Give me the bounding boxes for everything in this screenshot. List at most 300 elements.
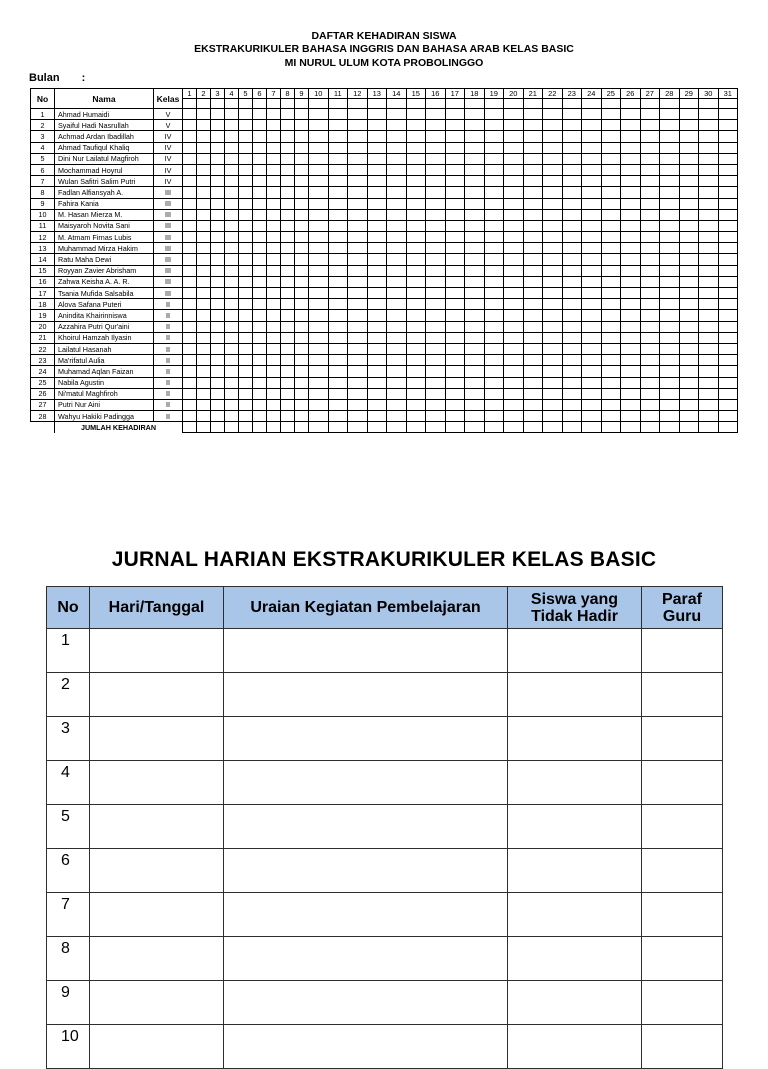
attendance-cell: [348, 411, 368, 422]
attendance-cell: [367, 343, 387, 354]
attendance-cell: [253, 276, 267, 287]
attendance-cell: [367, 377, 387, 388]
attendance-cell: [281, 377, 295, 388]
attendance-cell: [225, 310, 239, 321]
journal-activity-cell: [224, 717, 508, 761]
attendance-cell: [465, 120, 485, 131]
attendance-cell: [426, 299, 446, 310]
attendance-cell: [367, 310, 387, 321]
attendance-cell: [225, 209, 239, 220]
attendance-cell: [309, 243, 329, 254]
attendance-cell: [328, 142, 348, 153]
school-name: MI NURUL ULUM KOTA PROBOLINGGO: [284, 57, 484, 69]
attendance-cell: [621, 288, 641, 299]
attendance-cell: [679, 265, 699, 276]
attendance-cell: [253, 109, 267, 120]
attendance-cell: [601, 142, 621, 153]
attendance-cell: [621, 388, 641, 399]
attendance-cell: [523, 109, 543, 120]
day-header: 25: [601, 89, 621, 99]
attendance-cell: [281, 310, 295, 321]
attendance-cell: [562, 142, 582, 153]
day-header: 26: [621, 89, 641, 99]
attendance-cell: [295, 366, 309, 377]
attendance-cell: [253, 164, 267, 175]
journal-row-number: 8: [47, 937, 90, 981]
attendance-cell: [582, 355, 602, 366]
attendance-cell: [387, 355, 407, 366]
journal-row: [47, 849, 723, 893]
attendance-cell: [582, 366, 602, 377]
attendance-cell: [406, 131, 426, 142]
attendance-cell: [640, 232, 660, 243]
attendance-cell: [328, 299, 348, 310]
attendance-cell: [601, 321, 621, 332]
student-row: [31, 142, 738, 153]
attendance-cell: [309, 265, 329, 276]
attendance-cell: [225, 399, 239, 410]
attendance-cell: [348, 232, 368, 243]
student-no: 23: [31, 355, 55, 366]
attendance-cell: [225, 299, 239, 310]
attendance-cell: [367, 142, 387, 153]
attendance-cell: [348, 164, 368, 175]
student-row: [31, 399, 738, 410]
attendance-cell: [679, 399, 699, 410]
total-cell: [660, 422, 680, 433]
attendance-cell: [387, 411, 407, 422]
attendance-cell: [718, 299, 738, 310]
attendance-cell: [367, 388, 387, 399]
attendance-cell: [225, 164, 239, 175]
student-row: [31, 176, 738, 187]
attendance-cell: [679, 343, 699, 354]
total-cell: [197, 422, 211, 433]
attendance-cell: [197, 355, 211, 366]
attendance-cell: [601, 288, 621, 299]
attendance-cell: [582, 120, 602, 131]
attendance-cell: [504, 142, 524, 153]
journal-date-cell: [90, 1025, 224, 1069]
journal-row-number: 2: [47, 673, 90, 717]
attendance-cell: [183, 377, 197, 388]
attendance-cell: [543, 355, 563, 366]
day-header: 15: [406, 89, 426, 99]
student-no: 1: [31, 109, 55, 120]
student-no: 16: [31, 276, 55, 287]
journal-activity-cell: [224, 629, 508, 673]
attendance-cell: [367, 411, 387, 422]
attendance-cell: [253, 321, 267, 332]
student-row: [31, 153, 738, 164]
attendance-cell: [367, 399, 387, 410]
attendance-cell: [699, 276, 719, 287]
student-name: Ma'rifatul Aulia: [55, 355, 154, 366]
attendance-title: DAFTAR KEHADIRAN SISWA: [311, 30, 457, 42]
attendance-cell: [211, 243, 225, 254]
attendance-cell: [582, 276, 602, 287]
student-row: [31, 164, 738, 175]
attendance-cell: [660, 243, 680, 254]
journal-row: [47, 673, 723, 717]
day-header: 20: [504, 89, 524, 99]
total-cell: [484, 422, 504, 433]
attendance-cell: [367, 109, 387, 120]
attendance-cell: [640, 355, 660, 366]
attendance-cell: [239, 332, 253, 343]
attendance-cell: [543, 176, 563, 187]
attendance-cell: [183, 299, 197, 310]
attendance-cell: [426, 276, 446, 287]
attendance-cell: [679, 411, 699, 422]
attendance-cell: [281, 411, 295, 422]
attendance-cell: [660, 343, 680, 354]
attendance-cell: [601, 310, 621, 321]
attendance-cell: [582, 142, 602, 153]
attendance-cell: [367, 164, 387, 175]
attendance-cell: [426, 198, 446, 209]
total-blank-cell: [31, 422, 55, 433]
attendance-cell: [328, 310, 348, 321]
student-no: 5: [31, 153, 55, 164]
day-subheader-cell: [225, 99, 239, 109]
attendance-cell: [504, 187, 524, 198]
attendance-cell: [211, 209, 225, 220]
attendance-cell: [543, 254, 563, 265]
journal-activity-cell: [224, 805, 508, 849]
student-no: 25: [31, 377, 55, 388]
attendance-cell: [309, 120, 329, 131]
day-subheader-cell: [348, 99, 368, 109]
attendance-cell: [679, 176, 699, 187]
attendance-cell: [183, 366, 197, 377]
student-name: Ahmad Humaidi: [55, 109, 154, 120]
attendance-cell: [523, 321, 543, 332]
attendance-cell: [253, 265, 267, 276]
student-name: Fahira Kania: [55, 198, 154, 209]
attendance-cell: [225, 321, 239, 332]
day-header: 27: [640, 89, 660, 99]
attendance-cell: [465, 399, 485, 410]
day-subheader-cell: [465, 99, 485, 109]
attendance-cell: [211, 198, 225, 209]
attendance-cell: [267, 254, 281, 265]
attendance-cell: [309, 332, 329, 343]
day-header: 1: [183, 89, 197, 99]
attendance-cell: [183, 220, 197, 231]
attendance-cell: [367, 243, 387, 254]
attendance-cell: [309, 209, 329, 220]
attendance-cell: [523, 232, 543, 243]
attendance-cell: [406, 321, 426, 332]
attendance-cell: [295, 310, 309, 321]
attendance-cell: [582, 198, 602, 209]
attendance-cell: [582, 164, 602, 175]
attendance-cell: [426, 142, 446, 153]
attendance-cell: [465, 299, 485, 310]
attendance-cell: [328, 176, 348, 187]
journal-absent-cell: [508, 805, 642, 849]
attendance-cell: [445, 153, 465, 164]
student-name: Maisyaroh Novita Sani: [55, 220, 154, 231]
attendance-cell: [197, 299, 211, 310]
attendance-cell: [640, 120, 660, 131]
attendance-cell: [328, 164, 348, 175]
attendance-cell: [504, 220, 524, 231]
attendance-cell: [426, 209, 446, 220]
attendance-cell: [543, 388, 563, 399]
attendance-cell: [582, 310, 602, 321]
day-header: 19: [484, 89, 504, 99]
attendance-cell: [718, 310, 738, 321]
attendance-cell: [281, 288, 295, 299]
attendance-cell: [504, 131, 524, 142]
attendance-cell: [582, 153, 602, 164]
attendance-cell: [621, 276, 641, 287]
attendance-cell: [679, 299, 699, 310]
attendance-cell: [406, 187, 426, 198]
attendance-cell: [309, 411, 329, 422]
attendance-cell: [328, 232, 348, 243]
attendance-cell: [348, 109, 368, 120]
attendance-cell: [679, 288, 699, 299]
attendance-cell: [211, 187, 225, 198]
attendance-cell: [484, 243, 504, 254]
day-subheader-cell: [640, 99, 660, 109]
student-kelas: III: [154, 265, 183, 276]
attendance-cell: [183, 176, 197, 187]
day-subheader-cell: [484, 99, 504, 109]
attendance-cell: [183, 332, 197, 343]
attendance-cell: [699, 332, 719, 343]
attendance-cell: [504, 288, 524, 299]
day-header: 14: [387, 89, 407, 99]
attendance-cell: [660, 109, 680, 120]
attendance-cell: [640, 153, 660, 164]
total-cell: [543, 422, 563, 433]
attendance-cell: [523, 399, 543, 410]
day-subheader-cell: [445, 99, 465, 109]
attendance-cell: [367, 321, 387, 332]
attendance-cell: [281, 164, 295, 175]
day-header: 6: [253, 89, 267, 99]
journal-col-activity: Uraian Kegiatan Pembelajaran: [224, 587, 508, 629]
attendance-cell: [239, 310, 253, 321]
attendance-cell: [183, 131, 197, 142]
journal-row-number: 5: [47, 805, 90, 849]
attendance-cell: [504, 310, 524, 321]
attendance-cell: [523, 153, 543, 164]
attendance-cell: [543, 232, 563, 243]
attendance-cell: [621, 299, 641, 310]
attendance-cell: [348, 388, 368, 399]
student-name: Wulan Safitri Salim Putri: [55, 176, 154, 187]
attendance-cell: [281, 109, 295, 120]
attendance-cell: [197, 310, 211, 321]
attendance-cell: [183, 288, 197, 299]
attendance-cell: [543, 243, 563, 254]
attendance-cell: [465, 265, 485, 276]
total-cell: [679, 422, 699, 433]
attendance-cell: [267, 388, 281, 399]
attendance-cell: [426, 366, 446, 377]
attendance-cell: [699, 265, 719, 276]
attendance-cell: [328, 288, 348, 299]
attendance-cell: [679, 377, 699, 388]
attendance-cell: [367, 265, 387, 276]
attendance-cell: [225, 120, 239, 131]
attendance-cell: [239, 198, 253, 209]
attendance-cell: [562, 153, 582, 164]
attendance-cell: [562, 265, 582, 276]
attendance-cell: [239, 343, 253, 354]
attendance-cell: [621, 355, 641, 366]
attendance-cell: [197, 109, 211, 120]
attendance-cell: [445, 343, 465, 354]
attendance-cell: [387, 343, 407, 354]
attendance-cell: [211, 388, 225, 399]
day-subheader-cell: [679, 99, 699, 109]
attendance-cell: [640, 276, 660, 287]
student-no: 15: [31, 265, 55, 276]
student-row: [31, 120, 738, 131]
attendance-cell: [543, 343, 563, 354]
attendance-cell: [660, 265, 680, 276]
attendance-cell: [225, 243, 239, 254]
attendance-cell: [309, 321, 329, 332]
attendance-cell: [295, 321, 309, 332]
attendance-cell: [253, 153, 267, 164]
attendance-cell: [309, 153, 329, 164]
attendance-cell: [328, 131, 348, 142]
attendance-cell: [718, 355, 738, 366]
total-cell: [295, 422, 309, 433]
attendance-cell: [309, 232, 329, 243]
attendance-cell: [426, 321, 446, 332]
attendance-cell: [660, 411, 680, 422]
attendance-cell: [679, 198, 699, 209]
attendance-cell: [640, 265, 660, 276]
student-row: [31, 243, 738, 254]
attendance-cell: [295, 377, 309, 388]
student-kelas: II: [154, 310, 183, 321]
attendance-cell: [426, 399, 446, 410]
attendance-cell: [718, 142, 738, 153]
attendance-cell: [484, 299, 504, 310]
attendance-cell: [679, 120, 699, 131]
attendance-cell: [281, 388, 295, 399]
attendance-cell: [484, 343, 504, 354]
attendance-cell: [253, 332, 267, 343]
attendance-cell: [295, 276, 309, 287]
attendance-cell: [183, 310, 197, 321]
attendance-cell: [253, 209, 267, 220]
attendance-cell: [543, 153, 563, 164]
attendance-cell: [328, 198, 348, 209]
attendance-cell: [621, 142, 641, 153]
student-name: Zahwa Keisha A. A. R.: [55, 276, 154, 287]
journal-date-cell: [90, 717, 224, 761]
attendance-cell: [445, 276, 465, 287]
attendance-cell: [679, 209, 699, 220]
total-cell: [406, 422, 426, 433]
student-name: Achmad Ardan Ibadillah: [55, 131, 154, 142]
attendance-cell: [601, 220, 621, 231]
student-name: Anindita Khairinniswa: [55, 310, 154, 321]
attendance-cell: [426, 388, 446, 399]
attendance-cell: [601, 232, 621, 243]
attendance-cell: [348, 299, 368, 310]
attendance-cell: [197, 343, 211, 354]
student-row: [31, 254, 738, 265]
attendance-cell: [621, 176, 641, 187]
attendance-cell: [465, 243, 485, 254]
attendance-cell: [562, 209, 582, 220]
attendance-cell: [387, 164, 407, 175]
month-colon: :: [81, 72, 86, 84]
attendance-cell: [582, 343, 602, 354]
attendance-cell: [621, 243, 641, 254]
attendance-cell: [295, 299, 309, 310]
student-name: Syaiful Hadi Nasrullah: [55, 120, 154, 131]
attendance-cell: [484, 198, 504, 209]
attendance-cell: [504, 232, 524, 243]
attendance-cell: [621, 120, 641, 131]
student-name: Muhammad Mirza Hakim: [55, 243, 154, 254]
attendance-cell: [660, 187, 680, 198]
attendance-cell: [426, 187, 446, 198]
attendance-cell: [601, 176, 621, 187]
student-name: Muhamad Aqlan Faizan: [55, 366, 154, 377]
attendance-cell: [718, 254, 738, 265]
attendance-cell: [367, 153, 387, 164]
attendance-cell: [718, 187, 738, 198]
attendance-total-row: [31, 422, 738, 433]
attendance-cell: [621, 187, 641, 198]
student-no: 9: [31, 198, 55, 209]
attendance-cell: [679, 254, 699, 265]
attendance-cell: [601, 109, 621, 120]
attendance-cell: [484, 332, 504, 343]
attendance-cell: [367, 355, 387, 366]
day-header: 24: [582, 89, 602, 99]
attendance-cell: [465, 276, 485, 287]
attendance-cell: [465, 411, 485, 422]
attendance-cell: [504, 153, 524, 164]
attendance-cell: [465, 187, 485, 198]
total-cell: [601, 422, 621, 433]
attendance-cell: [367, 131, 387, 142]
attendance-cell: [543, 109, 563, 120]
attendance-cell: [253, 310, 267, 321]
attendance-cell: [253, 198, 267, 209]
attendance-cell: [309, 388, 329, 399]
attendance-cell: [562, 243, 582, 254]
day-header: 17: [445, 89, 465, 99]
month-label: Bulan: [29, 72, 60, 84]
attendance-cell: [543, 198, 563, 209]
attendance-cell: [601, 299, 621, 310]
attendance-cell: [239, 321, 253, 332]
attendance-cell: [267, 377, 281, 388]
journal-sign-cell: [642, 981, 723, 1025]
attendance-cell: [211, 220, 225, 231]
attendance-cell: [465, 332, 485, 343]
attendance-cell: [699, 366, 719, 377]
attendance-cell: [239, 366, 253, 377]
attendance-cell: [465, 164, 485, 175]
attendance-cell: [239, 411, 253, 422]
